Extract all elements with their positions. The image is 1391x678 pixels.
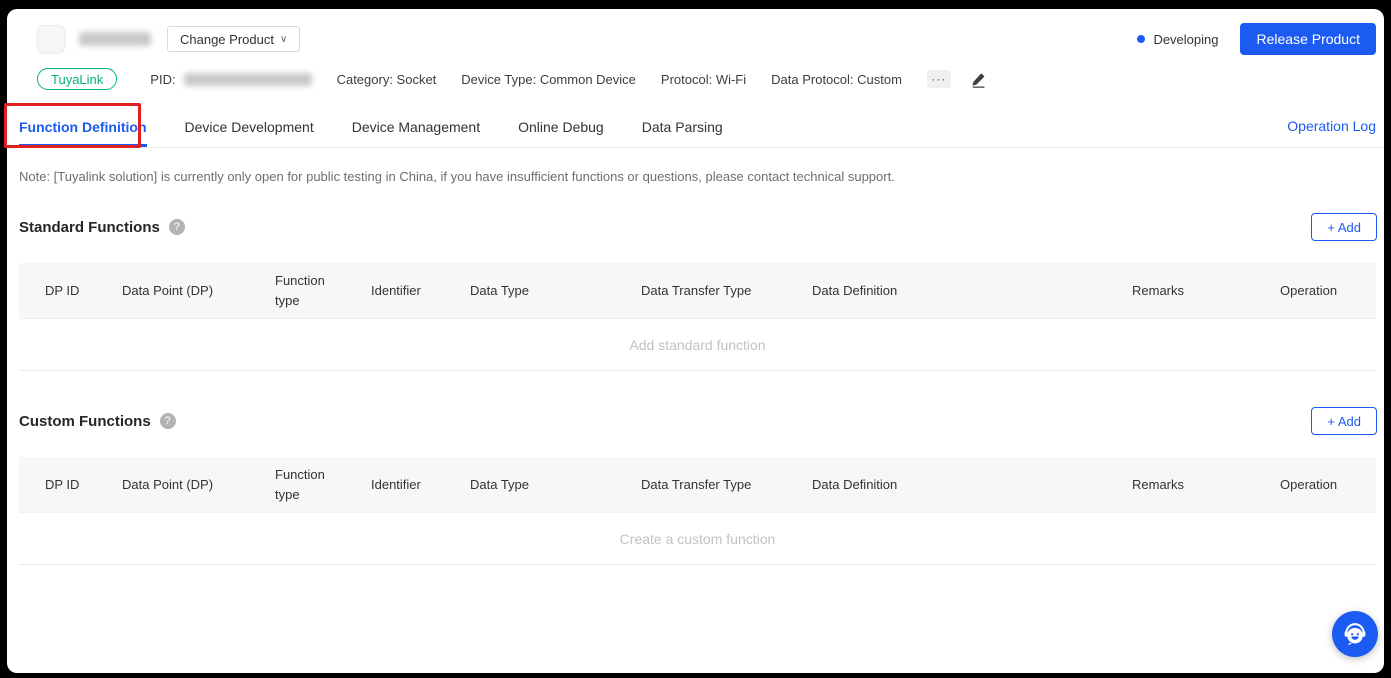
custom-functions-title-wrap xyxy=(19,413,176,430)
column-header: Data Definition xyxy=(812,476,898,492)
custom-functions-table xyxy=(19,457,1376,565)
status-badge: Developing xyxy=(1153,31,1219,47)
custom-table-header xyxy=(19,457,1376,513)
column-header: Function type xyxy=(275,273,325,308)
column-header: Data Transfer Type xyxy=(641,476,752,492)
chevron-down-icon: ∨ xyxy=(279,33,288,45)
standard-functions-title: Standard Functions xyxy=(19,218,160,236)
tab-device-management[interactable]: Device Management xyxy=(351,119,481,135)
operation-log-link[interactable]: Operation Log xyxy=(1287,118,1376,134)
column-header: Remarks xyxy=(1132,476,1185,492)
header-right xyxy=(1137,23,1376,55)
custom-functions-header xyxy=(19,407,1377,435)
edit-pencil-icon[interactable] xyxy=(970,71,987,88)
custom-functions-title: Custom Functions xyxy=(19,412,151,430)
product-meta-row xyxy=(37,67,1376,91)
product-avatar xyxy=(37,25,65,53)
standard-functions-header xyxy=(19,213,1377,241)
change-product-label: Change Product xyxy=(180,31,274,47)
standard-table-header xyxy=(19,263,1376,319)
standard-functions-table xyxy=(19,263,1376,371)
meta-protocol: Protocol: Wi-Fi xyxy=(660,71,747,87)
add-standard-function-button[interactable]: + Add xyxy=(1311,213,1377,241)
column-header: Identifier xyxy=(371,282,421,298)
help-icon[interactable]: ? xyxy=(160,413,176,429)
meta-device-type: Device Type: Common Device xyxy=(461,71,636,87)
column-header: Data Point (DP) xyxy=(122,476,214,492)
meta-category: Category: Socket xyxy=(336,71,437,87)
release-product-button[interactable]: Release Product xyxy=(1240,23,1376,55)
column-header: Remarks xyxy=(1132,282,1185,298)
change-product-button[interactable] xyxy=(167,26,300,52)
more-options-icon[interactable]: ··· xyxy=(927,70,951,88)
column-header: Data Type xyxy=(470,282,530,298)
column-header: DP ID xyxy=(45,282,80,298)
column-header: Data Definition xyxy=(812,282,898,298)
product-detail-page xyxy=(7,9,1384,673)
pid-value-redacted xyxy=(184,73,312,86)
meta-data-protocol: Data Protocol: Custom xyxy=(771,71,902,87)
status-dot-icon xyxy=(1137,35,1145,43)
column-header: DP ID xyxy=(45,476,80,492)
column-header: Operation xyxy=(1280,282,1338,298)
add-custom-function-button[interactable]: + Add xyxy=(1311,407,1377,435)
column-header: Data Transfer Type xyxy=(641,282,752,298)
tab-function-definition[interactable]: Function Definition xyxy=(19,105,147,147)
column-header: Function type xyxy=(275,467,325,502)
custom-table-empty-state[interactable]: Create a custom function xyxy=(19,513,1376,565)
chat-smiley-headset-icon xyxy=(1341,620,1369,648)
support-chat-button[interactable] xyxy=(1332,611,1378,657)
product-header xyxy=(37,23,1376,55)
standard-table-empty-state[interactable]: Add standard function xyxy=(19,319,1376,371)
tab-data-parsing[interactable]: Data Parsing xyxy=(641,119,723,135)
pid-label: PID: xyxy=(150,71,176,87)
tab-device-development[interactable]: Device Development xyxy=(184,119,314,135)
note-text: Note: [Tuyalink solution] is currently only open for public testing in China, if you have insufficient functions or questions, please contact technical support. xyxy=(19,169,895,184)
tab-bar xyxy=(7,105,1384,148)
column-header: Data Point (DP) xyxy=(122,282,214,298)
column-header: Data Type xyxy=(470,476,530,492)
help-icon[interactable]: ? xyxy=(169,219,185,235)
product-name-redacted xyxy=(79,32,151,46)
tab-online-debug[interactable]: Online Debug xyxy=(518,119,604,135)
tuyalink-badge: TuyaLink xyxy=(37,68,117,90)
column-header: Identifier xyxy=(371,476,421,492)
pid-field xyxy=(150,72,311,87)
column-header: Operation xyxy=(1280,476,1338,492)
standard-functions-title-wrap xyxy=(19,219,185,236)
